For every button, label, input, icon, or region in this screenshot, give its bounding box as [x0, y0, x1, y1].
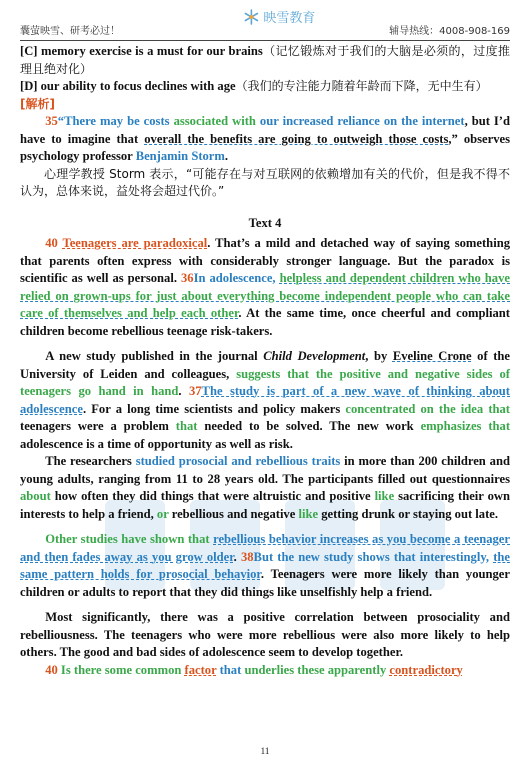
text-title: Text 4: [248, 215, 282, 230]
document-body: [20, 43, 510, 679]
option-d: [D] our ability to focus declines with age（我们的专注能力随着年龄而下降，无中生有）: [20, 79, 488, 93]
page-number: 11: [260, 746, 270, 756]
header-hotline: 辅导热线：4008-908-169: [389, 26, 510, 37]
paragraph-3: The researchers studied prosocial and rebellious traits in more than 200 children and young adults, ranging from 11 to 28 years old. The participants filled out questionnaires about how often they did things that were altruistic and positive like sacrificing their own interests to help a friend, or rebellious and negative like getting drunk or staying out late.: [20, 454, 510, 521]
q35-translation: 心理学教授 Storm 表示，“可能存在与对互联网的依赖增加有关的代价，但是我不得不认为，总体来说，益处将会超过代价。”: [20, 166, 510, 198]
page-header: [20, 0, 510, 41]
q35-paragraph: 35“There may be costs associated with our increased reliance on the internet, but I’d have to imagine that overall the benefits are going to outweigh those costs,” observes psychology professor Benjamin Storm.: [20, 114, 511, 163]
analysis-label: [解析]: [20, 96, 55, 111]
paragraph-1: 40 Teenagers are paradoxical. That’s a mild and detached way of saying something that parents often express with considerably stronger language. But the paradox is scientific as well as personal. 36In adolescence, helpless and dependent children who have relied on grown-ups for just about everything become independent people who can take care of themselves and help each other. At the same time, once cheerful and compliant children become rebellious teenage risk-takers.: [20, 236, 510, 338]
paragraph-5: Most significantly, there was a positive correlation between prosociality and rebelliousness. The teenagers who were more rebellious were also more likely to help others. The good and bad sides of adolescence seem to develop together.: [20, 610, 510, 659]
paragraph-2: A new study published in the journal Child Development, by Eveline Crone of the University of Leiden and colleagues, suggests that the positive and negative sides of teenagers go hand in hand. 37The study is part of a new wave of thinking about adolescence. For a long time scientists and policy makers concentrated on the idea that teenagers were a problem that needed to be solved. The new work emphasizes that adolescence is a time of opportunity as well as risk.: [20, 349, 511, 451]
logo-text: 映雪教育: [263, 11, 316, 26]
option-c: [C] memory exercise is a must for our brains（记忆锻炼对于我们的大脑是必须的，过度推理且绝对化）: [20, 44, 510, 76]
snowflake-icon: [243, 9, 259, 25]
paragraph-4: Other studies have shown that rebellious behavior increases as you become a teenager and then fades away as you grow older. 38But the new study shows that interestingly, the same pattern holds for prosocial behavior. Teenagers were more likely than younger children or adults to report that they did things like unselfishly help a friend.: [20, 532, 511, 599]
brand-logo: [243, 7, 315, 26]
header-slogan: 囊萤映雪、研考必过！: [20, 26, 120, 37]
paragraph-6: 40 Is there some common factor that underlies these apparently contradictory: [45, 662, 463, 677]
